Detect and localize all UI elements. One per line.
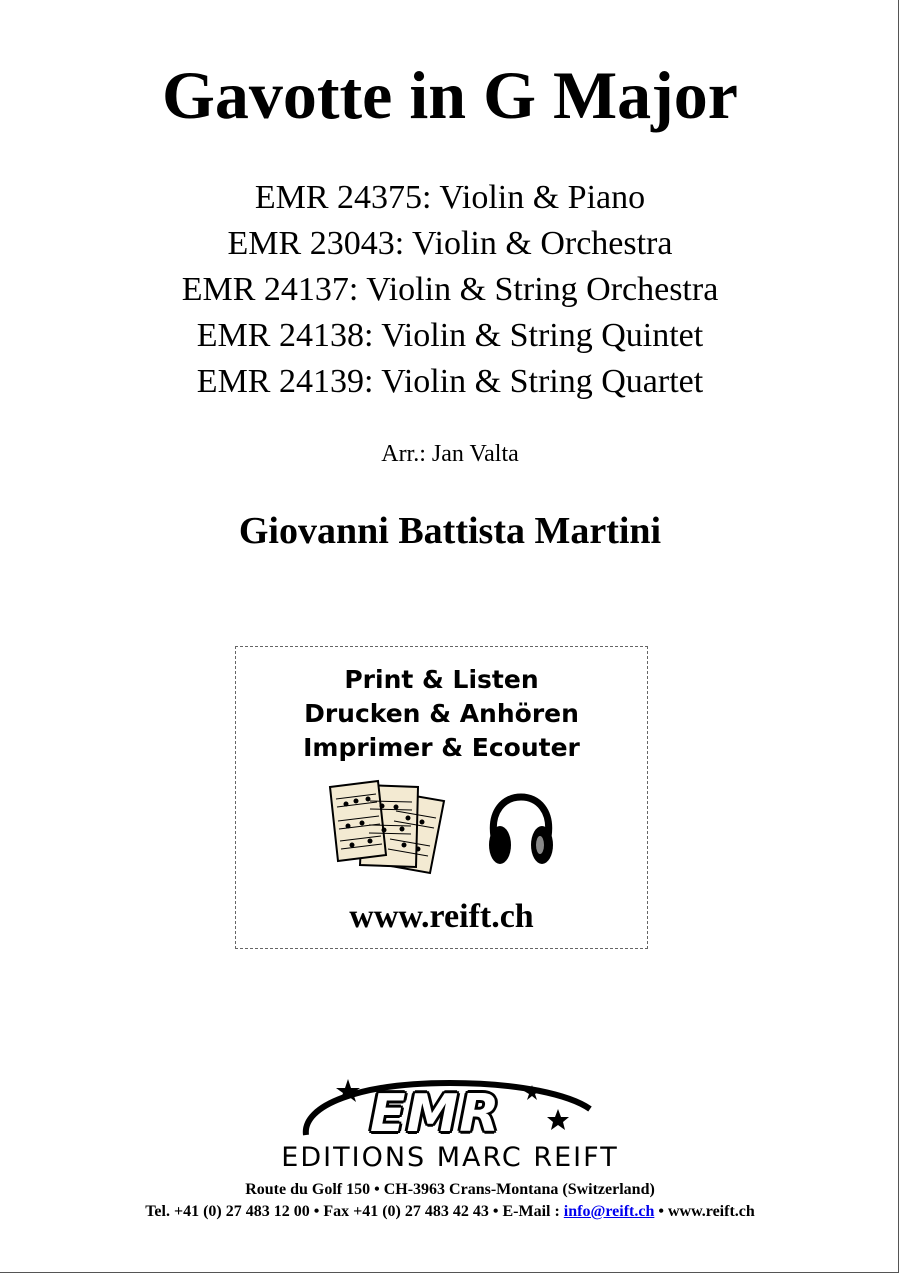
publisher-contact bbox=[0, 1200, 900, 1224]
print-listen-box bbox=[235, 646, 648, 949]
contact-website: • www.reift.ch bbox=[658, 1203, 755, 1220]
contact-phone-fax: Tel. +41 (0) 27 483 12 00 • Fax +41 (0) 27 483 42 43 • E-Mail : bbox=[145, 1203, 560, 1220]
logo-mark: EMR bbox=[370, 1084, 501, 1144]
edition-item: EMR 23043: Violin & Orchestra bbox=[227, 225, 673, 262]
emr-logo bbox=[300, 1075, 600, 1145]
promo-line-english: Print & Listen bbox=[344, 665, 539, 694]
edition-item: EMR 24375: Violin & Piano bbox=[254, 179, 646, 216]
email-link[interactable]: info@reift.ch bbox=[563, 1203, 655, 1220]
promo-line-french: Imprimer & Ecouter bbox=[303, 733, 580, 762]
edition-item: EMR 24137: Violin & String Orchestra bbox=[181, 271, 719, 308]
promo-text bbox=[236, 663, 647, 765]
publisher-name: EDITIONS MARC REIFT bbox=[281, 1142, 619, 1173]
promo-line-german: Drucken & Anhören bbox=[304, 699, 579, 728]
publisher-address: Route du Golf 150 • CH-3963 Crans-Montana (Switzerland) bbox=[245, 1181, 655, 1198]
headphones-icon bbox=[486, 793, 556, 869]
edition-item: EMR 24138: Violin & String Quintet bbox=[196, 317, 704, 354]
arranger-credit: Arr.: Jan Valta bbox=[381, 441, 519, 467]
edition-item: EMR 24139: Violin & String Quartet bbox=[196, 363, 704, 400]
composer-name: Giovanni Battista Martini bbox=[238, 510, 662, 552]
sheet-music-icon bbox=[326, 777, 456, 877]
page-title: Gavotte in G Major bbox=[162, 57, 738, 133]
promo-website[interactable]: www.reift.ch bbox=[349, 898, 534, 935]
edition-list bbox=[0, 175, 900, 405]
